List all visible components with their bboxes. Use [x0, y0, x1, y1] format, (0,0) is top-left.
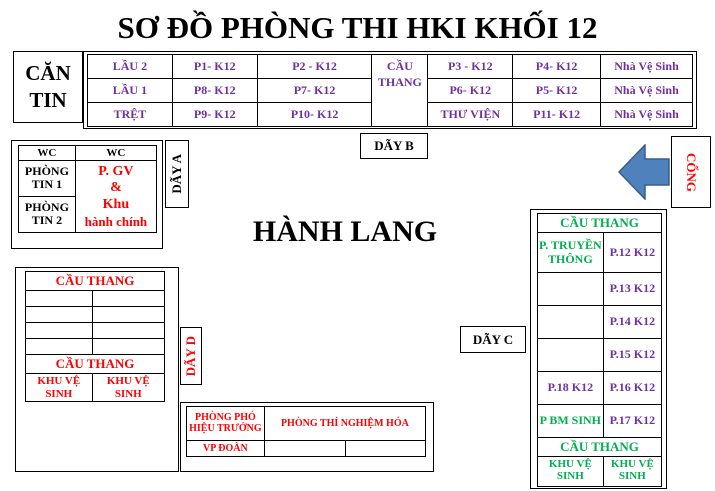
computer-room-2: PHÒNG TIN 2 — [19, 196, 76, 232]
room-p7: P7- K12 — [257, 79, 372, 103]
day-b-floor-lau1: LẦU 1 — [88, 79, 173, 103]
day-d-restroom-2: KHU VỆ SINH — [92, 374, 164, 402]
day-b-table — [87, 54, 693, 127]
gate-box — [671, 136, 711, 208]
restroom-lau1: Nhà Vệ Sinh — [601, 79, 693, 103]
day-d-cell — [26, 323, 93, 339]
teachers-office — [75, 161, 156, 233]
day-a-wc-2: WC — [75, 146, 156, 161]
restroom-lau2: Nhà Vệ Sinh — [601, 55, 693, 79]
day-b-stairs: CẦU THANG — [372, 55, 428, 127]
day-d-cell — [92, 307, 164, 323]
day-c-empty-2 — [538, 306, 604, 339]
room-p17: P.17 K12 — [603, 405, 661, 438]
day-d-block — [15, 267, 179, 472]
room-p9: P9- K12 — [172, 103, 257, 127]
day-c-restroom-1: KHU VỆ SINH — [538, 457, 604, 487]
day-c-table — [537, 213, 662, 487]
room-p16: P.16 K12 — [603, 372, 661, 405]
library: THƯ VIỆN — [428, 103, 513, 127]
admin-lab-table — [186, 406, 426, 457]
day-b-floor-lau2: LẦU 2 — [88, 55, 173, 79]
day-b-block — [83, 51, 697, 129]
day-c-stairs-bottom: CẦU THANG — [538, 438, 662, 457]
day-a-label: DÃY A — [169, 154, 185, 194]
teachers-office-line-3: Khu — [102, 197, 130, 213]
room-p18: P.18 K12 — [538, 372, 604, 405]
day-d-stairs-2: CẦU THANG — [26, 355, 165, 374]
day-d-table — [25, 271, 165, 402]
canteen-label: CĂN TIN — [25, 60, 71, 112]
day-a-label-box — [165, 140, 189, 208]
biology-room: P BM SINH — [538, 405, 604, 438]
gate-label: CỔNG — [683, 152, 699, 192]
gate-arrow-icon — [618, 144, 670, 200]
room-p3: P3 - K12 — [428, 55, 513, 79]
day-c-stairs-top: CẦU THANG — [538, 214, 662, 233]
day-d-cell — [26, 307, 93, 323]
room-p2: P2 - K12 — [257, 55, 372, 79]
room-p11: P11- K12 — [513, 103, 601, 127]
day-b-label: DÃY B — [360, 133, 428, 159]
youth-union-office: VP ĐOÀN — [187, 441, 265, 457]
day-d-cell — [92, 339, 164, 355]
day-d-restroom-1: KHU VỆ SINH — [26, 374, 93, 402]
day-c-restroom-2: KHU VỆ SINH — [603, 457, 661, 487]
computer-room-1: PHÒNG TIN 1 — [19, 161, 76, 197]
room-p6: P6- K12 — [428, 79, 513, 103]
room-p15: P.15 K12 — [603, 339, 661, 372]
day-c-empty-3 — [538, 339, 604, 372]
teachers-office-line-2: & — [110, 180, 122, 196]
corridor-label: HÀNH LANG — [252, 215, 438, 249]
day-d-stairs-1: CẦU THANG — [26, 272, 165, 291]
day-a-table — [18, 145, 157, 233]
day-d-label-box — [180, 327, 202, 385]
day-c-label: DÃY C — [460, 326, 526, 353]
day-d-cell — [92, 291, 164, 307]
teachers-office-line-4: hành chính — [84, 213, 148, 229]
admin-lab-block — [180, 402, 434, 472]
page-title: SƠ ĐỒ PHÒNG THI HKI KHỐI 12 — [117, 9, 598, 45]
bottom-empty-2 — [346, 441, 426, 457]
day-c-empty-1 — [538, 273, 604, 306]
restroom-tret: Nhà Vệ Sinh — [601, 103, 693, 127]
room-p8: P8- K12 — [172, 79, 257, 103]
room-p4: P4- K12 — [513, 55, 601, 79]
day-b-floor-tret: TRỆT — [88, 103, 173, 127]
day-c-block — [530, 209, 667, 489]
bottom-empty-1 — [264, 441, 346, 457]
vice-principal-office: PHÒNG PHÓ HIỆU TRƯỞNG — [187, 407, 265, 441]
canteen-box — [13, 51, 83, 123]
teachers-office-line-1: P. GV — [98, 163, 134, 179]
room-p1: P1- K12 — [172, 55, 257, 79]
room-p12: P.12 K12 — [603, 233, 661, 273]
day-d-label: DÃY D — [183, 335, 199, 377]
day-d-cell — [92, 323, 164, 339]
day-a-wc-1: WC — [19, 146, 76, 161]
chemistry-lab: PHÒNG THÍ NGHIỆM HÓA — [264, 407, 425, 441]
room-p5: P5- K12 — [513, 79, 601, 103]
room-p10: P10- K12 — [257, 103, 372, 127]
media-room: P. TRUYỀN THÔNG — [538, 233, 604, 273]
room-p13: P.13 K12 — [603, 273, 661, 306]
day-d-cell — [26, 339, 93, 355]
day-d-cell — [26, 291, 93, 307]
day-a-block — [11, 140, 163, 249]
room-p14: P.14 K12 — [603, 306, 661, 339]
